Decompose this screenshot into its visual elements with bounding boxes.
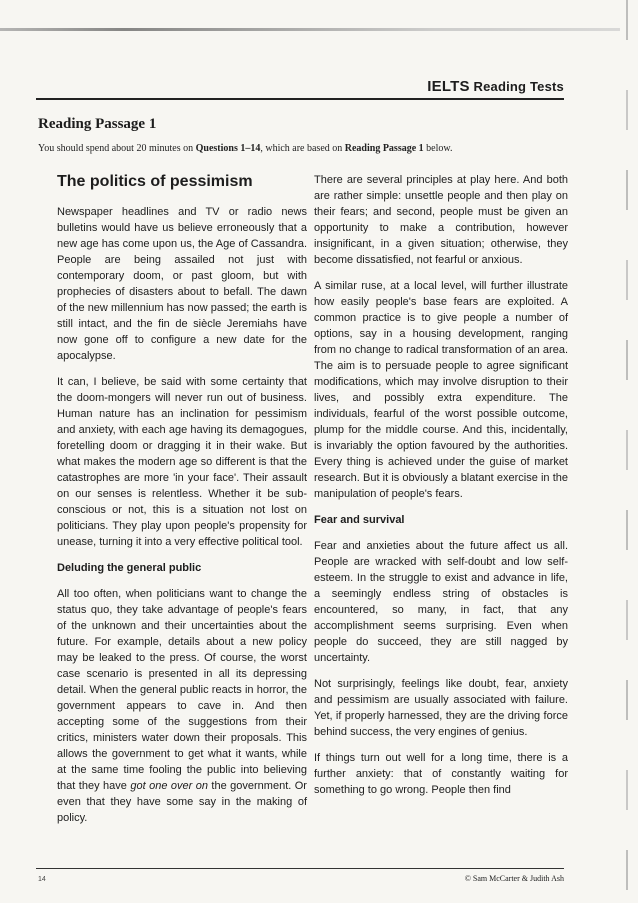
subheading: Deluding the general public <box>57 562 202 574</box>
instruction-questions: Questions 1–14 <box>195 143 261 154</box>
page-edge-shadow <box>626 0 628 903</box>
paragraph: A similar ruse, at a local level, will further illustrate how easily people's base fears are exploited. A common practice is to give people a number of options, say in a housing development, ranging from no change to radical transformation of an area. The aim is to persuade people to agree significant modifications, which may involve disruption to their lives, and possibly extra expenditure. The individuals, fearful of the worst possible outcome, plump for the middle course. And this, incidentally, is invariably the option favoured by the authorities. Every thing is achieved under the guise of market research. But it is obviously a blatant exercise in the manipulation of people's fears. <box>314 280 568 500</box>
series-title-rest: Reading Tests <box>473 79 564 94</box>
footer-rule <box>36 868 564 869</box>
paragraph: Not surprisingly, feelings like doubt, fear, anxiety and pessimism are usually associated with failure. Yet, if properly harnessed, they are the driving force behind success, the very engines of genius. <box>314 678 568 738</box>
paragraph: Newspaper headlines and TV or radio news bulletins would have us believe erroneously that a new age has come upon us, the Age of Cassandra. People are being assailed not just with contemporary doom, or past gloom, but with prophecies of disasters about to befall. The dawn of the new millennium has now passed; the earth is still intact, and the fin de siècle Jeremiahs have now gone off to configure a new date for the apocalypse. <box>57 206 307 362</box>
right-column <box>314 172 568 808</box>
series-title-main: IELTS <box>427 78 470 95</box>
instruction-middle: , which are based on <box>260 143 343 154</box>
paragraph <box>57 586 307 826</box>
scan-edge-shadow <box>0 28 620 31</box>
paragraph-text: the government. Or even that they have some say in the making of policy. <box>57 780 307 824</box>
page-number: 14 <box>38 876 46 883</box>
paragraph: It can, I believe, be said with some certainty that the doom-mongers will never run out of business. Human nature has an inclination for pessimism and anxiety, with each age having its demagogues, foretelling doom or dragging it in their wake. But what makes the modern age so different is that the catastrophes are more 'in your face'. Their assault on our senses is relentless. Whether it be sub-conscious or not, this is a situation not lost on politicians. They play upon people's propensity for unease, turning it into a very effective political tool. <box>57 376 307 548</box>
subheading: Fear and survival <box>314 514 405 526</box>
article-title: The politics of pessimism <box>57 173 253 190</box>
paragraph: Fear and anxieties about the future affect us all. People are wracked with self-doubt and low self-esteem. In the struggle to exist and advance in life, a seemingly endless string of obstacles is encountered, so many, in fact, that any accomplishment seems surprising. Even when people do succeed, they are still nagged by uncertainty. <box>314 540 568 664</box>
series-title <box>427 78 564 95</box>
instruction-text <box>38 143 568 154</box>
instruction-prefix: You should spend about 20 minutes on <box>38 143 194 154</box>
paragraph-italic: got one over on <box>130 780 208 792</box>
paragraph: If things turn out well for a long time, there is a further anxiety: that of constantly waiting for something to go wrong. People then find <box>314 752 568 796</box>
paragraph: There are several principles at play here. And both are rather simple: unsettle people and then play on their fears; and second, people must be given an opportunity to make a contribution, however insignificant, in a given situation; otherwise, they become dissatisfied, not fearful or anxious. <box>314 174 568 266</box>
running-header <box>36 78 564 100</box>
left-column <box>57 172 307 836</box>
passage-heading: Reading Passage 1 <box>38 116 157 132</box>
paragraph-text: All too often, when politicians want to change the status quo, they take advantage of people's fears of the unknown and their uncertainties about the future. For example, details about a new policy may be leaked to the press. Of course, the worst case scenario is presented in all its depressing detail. When the general public reacts in horror, the government appears to cave in. And then accepting some of the suggestions from their critics, ministers water down their proposals. This allows the government to get what it wants, while at the same time fooling the public into believing that they have <box>57 588 307 792</box>
copyright: © Sam McCarter & Judith Ash <box>464 874 564 883</box>
instruction-suffix: below. <box>426 143 453 154</box>
instruction-passage-ref: Reading Passage 1 <box>344 143 424 154</box>
